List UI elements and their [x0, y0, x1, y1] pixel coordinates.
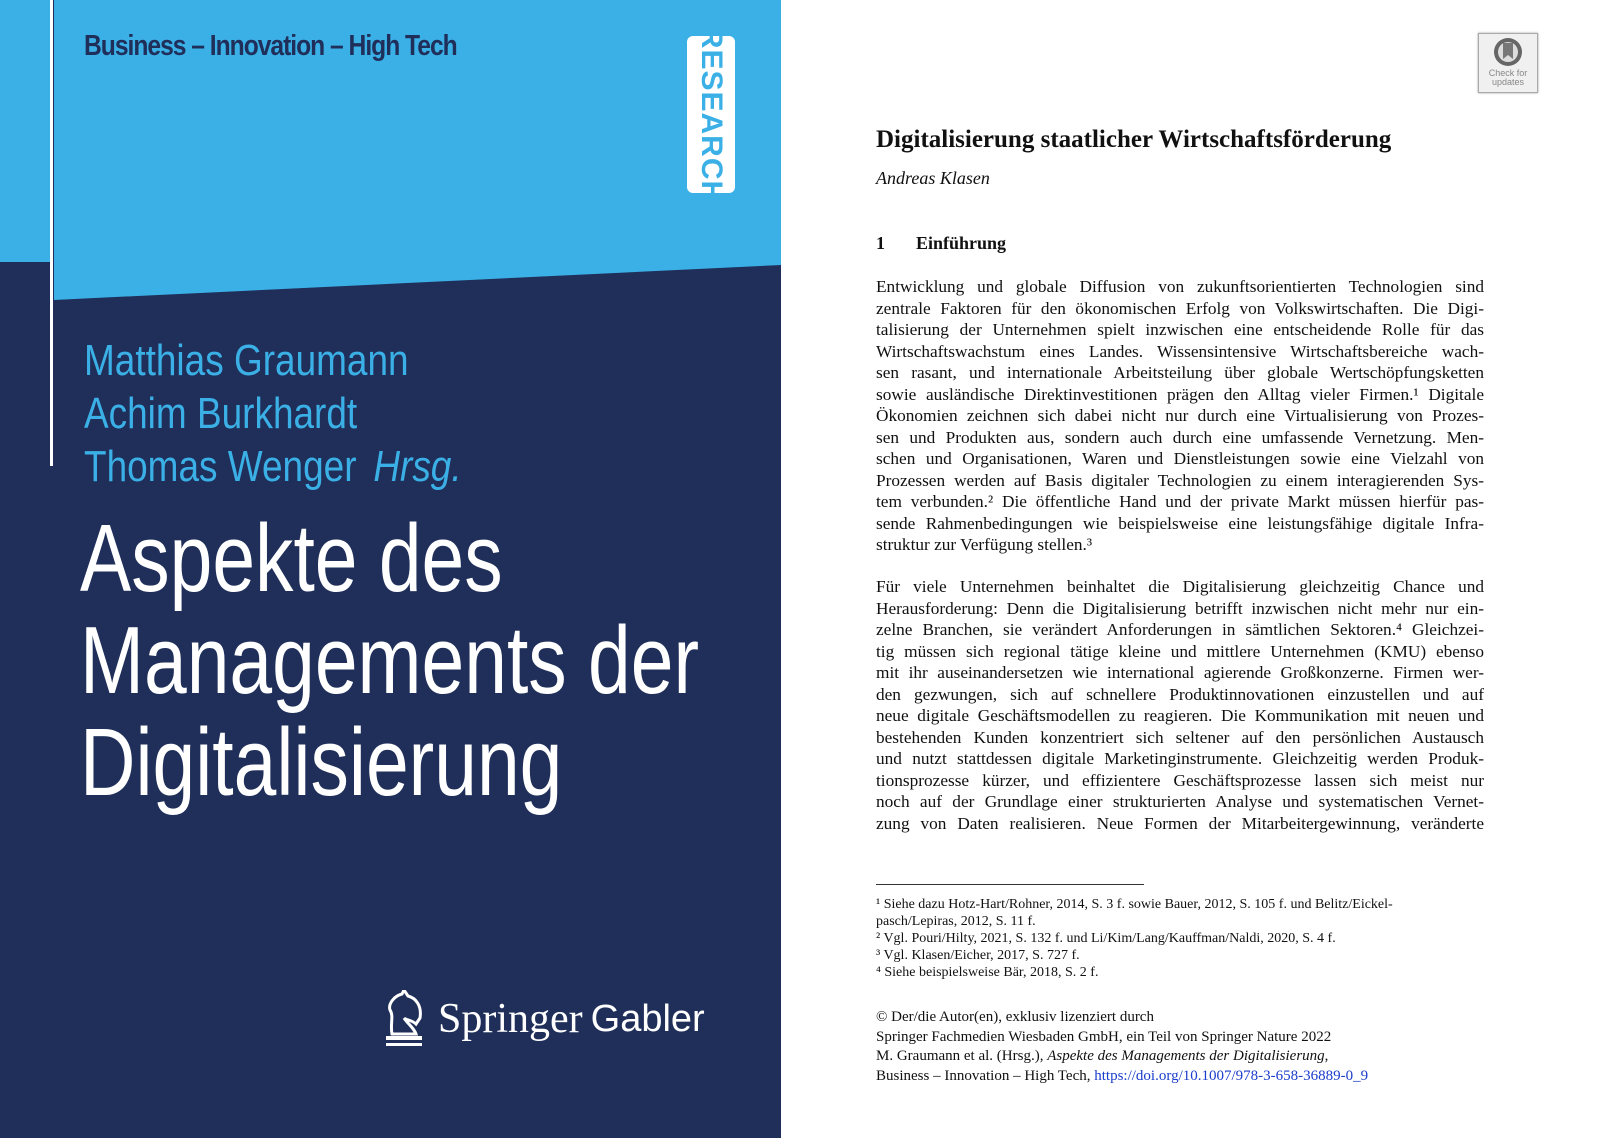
publisher-logo: [380, 990, 705, 1048]
citation-text: ,: [1324, 1048, 1329, 1064]
text-line: zelne Branchen, sie verändert Anforderungen in sämtlichen Sektoren.⁴ Gleichzei-: [876, 620, 1484, 639]
copyright-line: Springer Fachmedien Wiesbaden GmbH, ein Teil von Springer Nature 2022: [876, 1028, 1332, 1045]
book-title-line: Managements der: [80, 607, 700, 714]
footnote-rule: [876, 884, 1144, 885]
section-number: 1: [876, 233, 885, 253]
citation-series: Business – Innovation – High Tech,: [876, 1067, 1095, 1084]
text-line: Wirtschaftswachstum eines Landes. Wissensintensive Wirtschaftsbereiche wach-: [876, 341, 1484, 361]
text-line: Prozessen werden auf Basis digitaler Technologien zu einem interagierenden Sys-: [876, 470, 1484, 490]
copyright-block: [876, 1008, 1368, 1086]
text-line: Entwicklung und globale Diffusion von zukunftsorientierten Technologien sind: [876, 277, 1484, 296]
editors: [84, 334, 462, 493]
editor-name: Achim Burkhardt: [84, 389, 358, 438]
footnote: pasch/Lepiras, 2012, S. 11 f.: [876, 914, 1036, 929]
check-for-updates-button[interactable]: [1478, 33, 1538, 93]
chess-knight-icon: [380, 990, 428, 1048]
book-title: [80, 505, 700, 816]
editor-name: Matthias Graumann: [84, 336, 409, 385]
book-title-line: Aspekte des: [80, 505, 503, 612]
chapter-author: Andreas Klasen: [876, 168, 990, 188]
paragraph: [876, 576, 1484, 834]
publisher-imprint: Gabler: [590, 997, 705, 1040]
publisher-name: Springer: [438, 996, 583, 1042]
text-line: Ökonomien zeichnen sich dabei nicht nur durch eine Virtualisierung von Prozes-: [876, 406, 1484, 425]
text-line: struktur zur Verfügung stellen.³: [876, 535, 1093, 554]
series-title: Business – Innovation – High Tech: [84, 30, 457, 62]
text-line: zung von Daten realisieren. Neue Formen der Mitarbeitergewinnung, veränderte: [876, 813, 1484, 833]
text-line: den gezwungen, sich auf schnellere Produktinnovationen einzustellen und auf: [876, 684, 1484, 704]
text-line: Herausforderung: Denn die Digitalisierung betrifft inzwischen nicht mehr nur ein-: [876, 598, 1484, 618]
copyright-line: © Der/die Autor(en), exklusiv lizenziert durch: [876, 1009, 1154, 1025]
update-badge-text: updates: [1491, 77, 1525, 87]
text-line: neue digitale Geschäftsmodellen zu reagieren. Die Kommunikation mit neuen und: [876, 706, 1484, 725]
editors-suffix: Hrsg.: [373, 442, 462, 491]
text-line: tionsprozesse kürzer, und effizientere Geschäftsprozesse lassen sich meist nur: [876, 770, 1484, 790]
text-line: sende Rahmenbedingungen wie beispielsweise eine leistungsfähige digitale Infra-: [876, 513, 1484, 533]
cover-divider-line: [50, 0, 53, 466]
research-label: RESEARCH: [695, 26, 728, 203]
text-line: noch auf der Grundlage einer strukturierten Analyse und systematischen Vernet-: [876, 792, 1484, 811]
text-line: mit ihr auseinandersetzen wie international agierende Großkonzerne. Firmen wer-: [876, 663, 1484, 682]
footnote: ⁴ Siehe beispielsweise Bär, 2018, S. 2 f.: [876, 965, 1099, 980]
bookmark-icon: [1493, 37, 1523, 67]
editor-name: Thomas Wenger: [84, 442, 357, 491]
citation-book-title: Aspekte des Managements der Digitalisierung: [1047, 1048, 1325, 1064]
doi-link[interactable]: https://doi.org/10.1007/978-3-658-36889-0_9: [1094, 1067, 1369, 1084]
footnotes: [876, 896, 1486, 981]
footnote: ² Vgl. Pouri/Hilty, 2021, S. 132 f. und Li/Kim/Lang/Kauffman/Naldi, 2020, S. 4 f.: [876, 931, 1336, 946]
chapter-title: Digitalisierung staatlicher Wirtschaftsförderung: [876, 126, 1392, 153]
text-line: sen rasant, und internationale Arbeitsteilung über globale Wertschöpfungsketten: [876, 363, 1484, 382]
text-line: talisierung der Unternehmen spielt inzwischen eine entscheidende Rolle für das: [876, 320, 1484, 339]
text-line: bestehenden Kunden konzentriert sich seltener auf den persönlichen Austausch: [876, 727, 1484, 747]
text-line: Für viele Unternehmen beinhaltet die Digitalisierung gleichzeitig Chance und: [876, 577, 1484, 596]
text-line: tig müssen sich regional tätige kleine und mittlere Unternehmen (KMU) ebenso: [876, 641, 1484, 661]
text-line: zentrale Faktoren für den ökonomischen Erfolg von Volkswirtschaften. Die Digi-: [876, 298, 1484, 318]
text-line: schen und Organisationen, Waren und Dienstleistungen sowie eine Vielzahl von: [876, 449, 1484, 468]
text-line: sen und Produkten aus, sondern auch durch eine umfassende Vernetzung. Men-: [876, 427, 1484, 447]
text-line: sowie ausländische Direktinvestitionen prägen den Alltag vieler Firmen.¹ Digitale: [876, 384, 1484, 404]
text-line: und nutzt stattdessen digitale Marketinginstrumente. Gleichzeitig werden Produk-: [876, 749, 1484, 768]
update-badge-text: Check for: [1488, 68, 1528, 78]
footnote: ³ Vgl. Klasen/Eicher, 2017, S. 727 f.: [876, 948, 1080, 963]
paragraph: [876, 276, 1484, 556]
section-heading: [876, 233, 1006, 254]
footnote: ¹ Siehe dazu Hotz-Hart/Rohner, 2014, S. 3 f. sowie Bauer, 2012, S. 105 f. und Belitz/Eickel-: [876, 897, 1393, 912]
text-line: tem verbunden.² Die öffentliche Hand und der private Markt müssen hierfür pas-: [876, 492, 1484, 511]
citation-text: M. Graumann et al. (Hrsg.),: [876, 1048, 1048, 1064]
book-cover: [0, 0, 781, 1138]
book-title-line: Digitalisierung: [80, 709, 563, 816]
research-badge: [687, 26, 735, 203]
section-title: Einführung: [916, 233, 1007, 253]
